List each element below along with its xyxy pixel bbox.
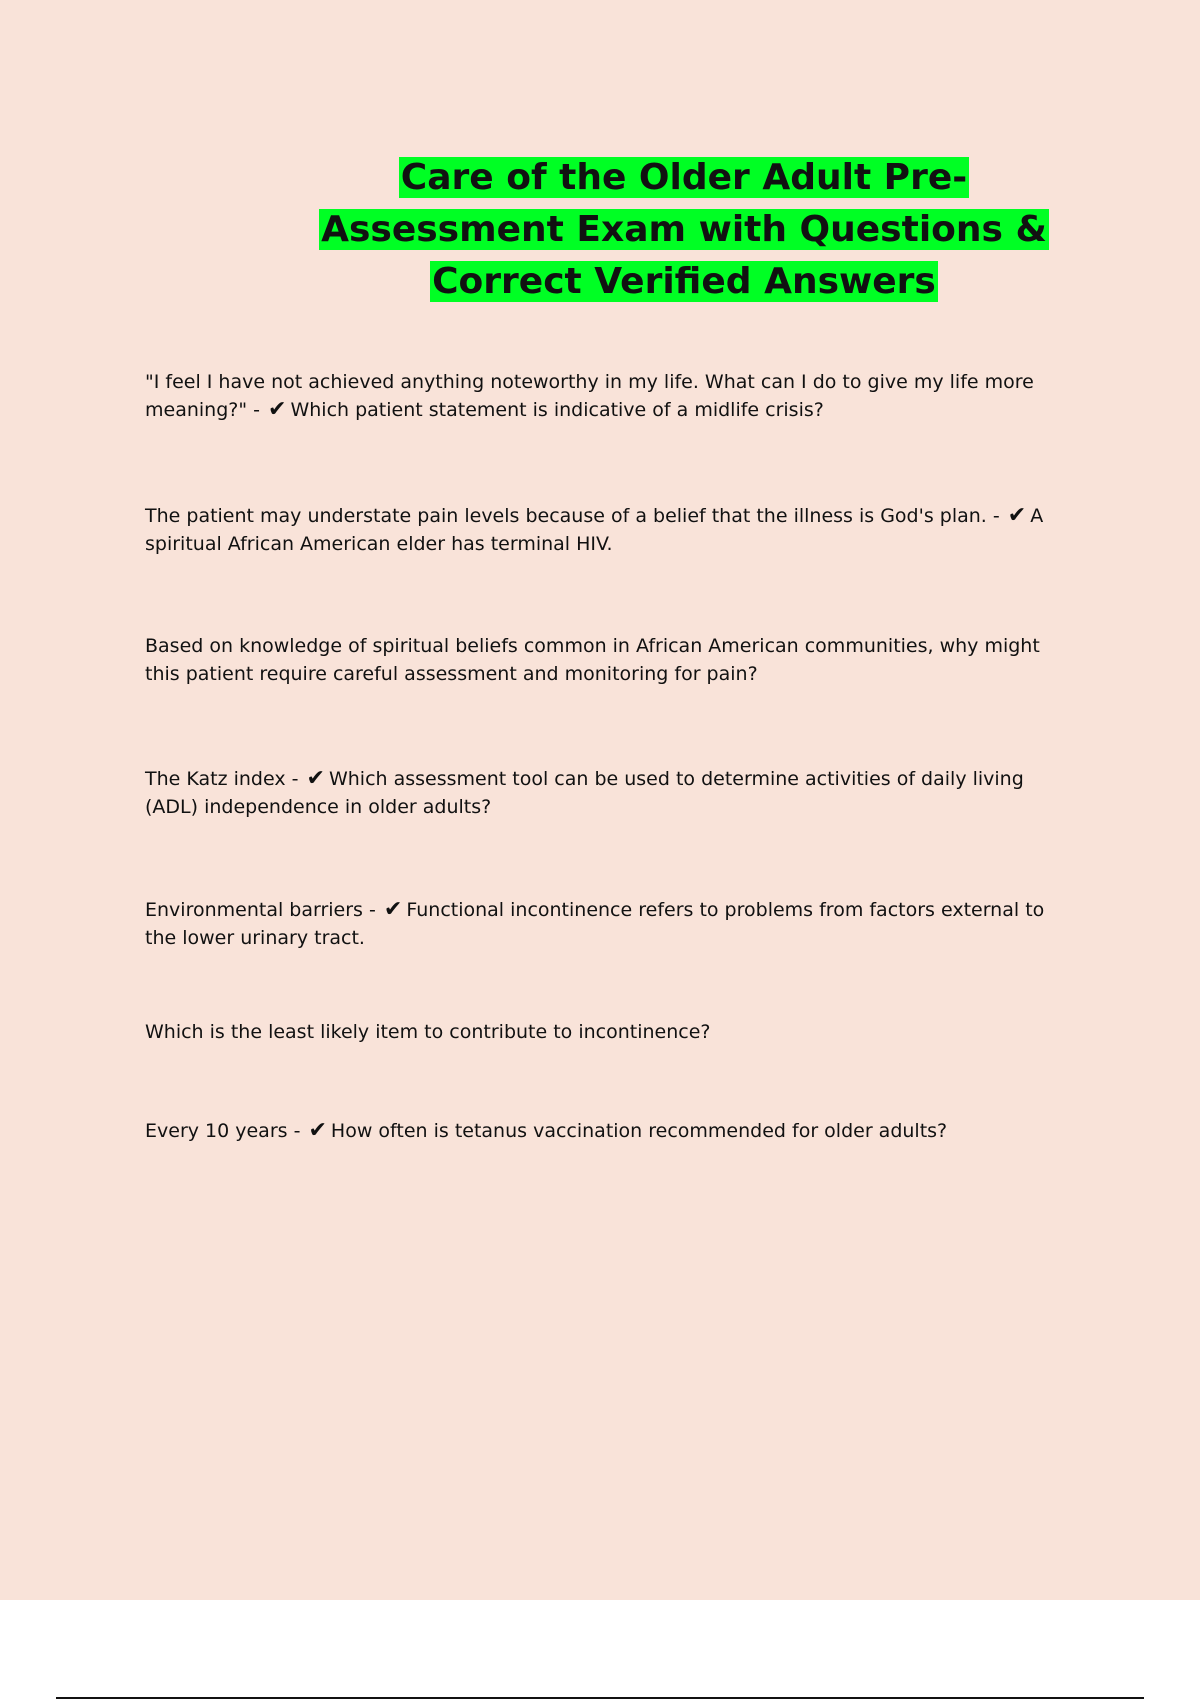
checkmark-icon: ✔ (383, 897, 403, 922)
answer-text: "I feel I have not achieved anything noteworthy in my life. What can I do to give my life more meaning?" - (145, 371, 1034, 421)
question-text: A spiritual African American elder has terminal HIV. (145, 505, 1044, 555)
checkmark-icon: ✔ (1007, 503, 1027, 528)
checkmark-icon: ✔ (308, 1118, 327, 1143)
answer-text: Every 10 years - (145, 1120, 301, 1142)
title-highlight: Care of the Older Adult Pre-Assessment Exam with Questions & Correct Verified Answers (321, 157, 1047, 302)
answer-text: Environmental barriers - (145, 899, 376, 921)
question-text: Functional incontinence refers to problems from factors external to the lower urinary tract. (145, 899, 1045, 949)
answer-text: The patient may understate pain levels because of a belief that the illness is God's plan. - (145, 505, 1000, 527)
checkmark-icon: ✔ (306, 766, 325, 791)
question-text: How often is tetanus vaccination recommended for older adults? (330, 1120, 948, 1142)
answer-text: The Katz index - (145, 768, 299, 790)
qa-item-6 (145, 1018, 1080, 1046)
qa-item-7 (145, 1117, 1080, 1145)
qa-item-1 (145, 368, 1080, 424)
question-text: Based on knowledge of spiritual beliefs common in African American communities, why might this patient require careful assessment and monitoring for pain? (145, 635, 1040, 685)
qa-item-5 (145, 896, 1080, 952)
footer-divider (56, 1697, 1144, 1699)
qa-item-4 (145, 765, 1080, 821)
qa-item-3 (145, 632, 1080, 688)
checkmark-icon: ✔ (268, 397, 287, 422)
question-text: Which patient statement is indicative of a midlife crisis? (290, 399, 824, 421)
question-text: Which assessment tool can be used to determine activities of daily living (ADL) independence in older adults? (145, 768, 1024, 818)
question-text: Which is the least likely item to contribute to incontinence? (145, 1021, 711, 1043)
qa-item-2 (145, 502, 1080, 558)
document-title (300, 152, 1068, 308)
